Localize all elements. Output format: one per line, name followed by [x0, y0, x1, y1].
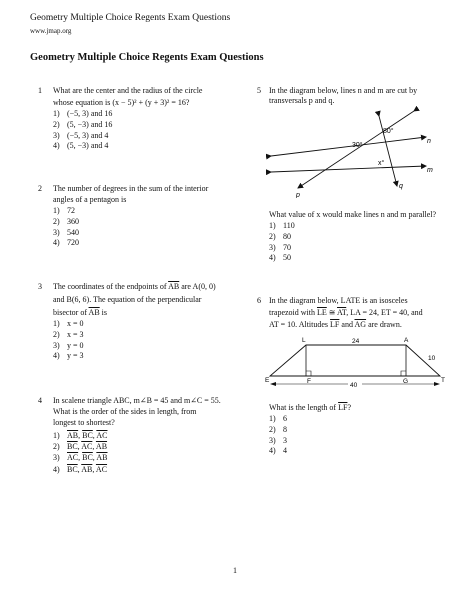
answer-choices — [269, 221, 295, 264]
question-text: What is the length of $\overline{LF}$? — [269, 403, 351, 412]
choice[interactable]: 4) 720 — [53, 238, 79, 248]
choice[interactable]: 3) 540 — [53, 227, 79, 237]
choice[interactable]: 3) 3 — [269, 435, 287, 445]
question-number: 1 — [38, 86, 42, 95]
choice[interactable]: 1) (−5, 3) and 16 — [53, 109, 113, 118]
choice[interactable]: 2) x = 3 — [53, 329, 84, 339]
question-text: trapezoid with $\overline{LE}$ ≅ $\overline{AT}$, LA = 24, ET = 40, and — [269, 308, 423, 317]
base-length-label: 40 — [350, 382, 358, 389]
document-title: Geometry Multiple Choice Regents Exam Questions — [30, 52, 264, 63]
question-number: 2 — [38, 184, 42, 193]
question-text: longest to shortest? — [53, 418, 115, 427]
question-text: and B(6, 6). The equation of the perpendicular — [53, 295, 202, 304]
question-text: AT = 10. Altitudes $\overline{LF}$ and $\overline{AG}$ are drawn. — [269, 320, 402, 329]
vertex-label: F — [307, 378, 311, 385]
choice[interactable]: 4) 4 — [269, 446, 287, 456]
transversal-p — [298, 111, 414, 188]
question-number: 4 — [38, 396, 42, 405]
question-number: 6 — [257, 296, 261, 305]
line-label-q: q — [399, 183, 403, 190]
header-url: www.jmap.org — [30, 27, 72, 35]
question-text: In the diagram below, lines n and m are cut by — [269, 86, 418, 95]
choice[interactable]: 3) $\overline{AC}$, $\overline{BC}$, $\overline{AB}$ — [53, 453, 108, 463]
header-title: Geometry Multiple Choice Regents Exam Questions — [30, 13, 231, 23]
choice[interactable]: 1) x = 0 — [53, 319, 84, 328]
question-text: In the diagram below, LATE is an isosceles — [269, 296, 408, 305]
choice[interactable]: 2) $\overline{BC}$, $\overline{AC}$, $\overline{AB}$ — [53, 442, 108, 452]
line-m — [271, 166, 426, 172]
choice[interactable]: 2) 360 — [53, 216, 79, 226]
choice[interactable]: 2) 80 — [269, 231, 291, 241]
choice[interactable]: 2) (5, −3) and 16 — [53, 119, 113, 129]
angle-label: 30° — [352, 142, 363, 149]
choice[interactable]: 4) (5, −3) and 4 — [53, 141, 109, 151]
question-number: 5 — [257, 86, 261, 95]
answer-choices — [269, 414, 287, 457]
question-text: What are the center and the radius of the circle — [53, 86, 203, 95]
choice[interactable]: 3) 70 — [269, 242, 291, 252]
choice[interactable]: 3) y = 0 — [53, 340, 84, 350]
answer-choices — [53, 206, 79, 249]
vertex-label: E — [265, 377, 270, 384]
line-n — [271, 137, 426, 156]
vertex-label: L — [302, 337, 306, 344]
question-text: What value of x would make lines n and m parallel? — [269, 210, 437, 219]
question-text: angles of a pentagon is — [53, 195, 127, 204]
choice[interactable]: 1) $\overline{AB}$, $\overline{BC}$, $\overline{AC}$ — [53, 431, 108, 440]
answer-choices — [53, 109, 112, 152]
question-text: What is the order of the sides in length, from — [53, 407, 197, 416]
transversal-q — [379, 116, 397, 186]
line-label-p: p — [296, 192, 300, 198]
vertex-label: G — [403, 378, 409, 385]
choice[interactable]: 4) y = 3 — [53, 351, 84, 361]
top-length-label: 24 — [352, 338, 360, 345]
choice[interactable]: 4) 50 — [269, 253, 291, 263]
segment-ab: $\overline{AB}$ — [168, 282, 180, 291]
page-number: 1 — [233, 566, 237, 575]
line-label-n: n — [427, 138, 431, 145]
trapezoid-late — [270, 345, 440, 376]
choice[interactable]: 4) $\overline{BC}$, $\overline{AB}$, $\overline{AC}$ — [53, 464, 108, 474]
choice[interactable]: 1) 6 — [269, 414, 287, 423]
choice[interactable]: 1) 72 — [53, 206, 75, 215]
line-label-m: m — [427, 167, 433, 174]
answer-choices — [53, 319, 84, 362]
question-text: In scalene triangle ABC, m∠B = 45 and m∠C = 55. — [53, 396, 221, 405]
right-angle-mark — [306, 371, 311, 376]
question-text: whose equation is (x − 5)² + (y + 3)² = 16? — [53, 98, 190, 107]
choice[interactable]: 1) 110 — [269, 221, 295, 230]
vertex-label: T — [441, 377, 445, 384]
right-angle-mark — [401, 371, 406, 376]
angle-label: x° — [378, 160, 385, 167]
question-text: The number of degrees in the sum of the interior — [53, 184, 209, 193]
transversal-diagram — [266, 106, 446, 198]
angle-label: 80° — [383, 128, 394, 135]
question-text: bisector of $\overline{AB}$ is — [53, 308, 108, 317]
answer-choices — [53, 430, 107, 475]
trapezoid-diagram — [262, 336, 452, 392]
choice[interactable]: 3) (−5, 3) and 4 — [53, 130, 109, 140]
question-text: transversals p and q. — [269, 96, 335, 105]
question-text: The coordinates of the endpoints of $\overline{AB}$ are A(0, 0) — [53, 282, 216, 291]
question-number: 3 — [38, 282, 42, 291]
choice[interactable]: 2) 8 — [269, 424, 287, 434]
vertex-label: A — [404, 337, 409, 344]
segment-ab: $\overline{AB}$ — [88, 308, 100, 317]
side-length-label: 10 — [428, 355, 436, 362]
